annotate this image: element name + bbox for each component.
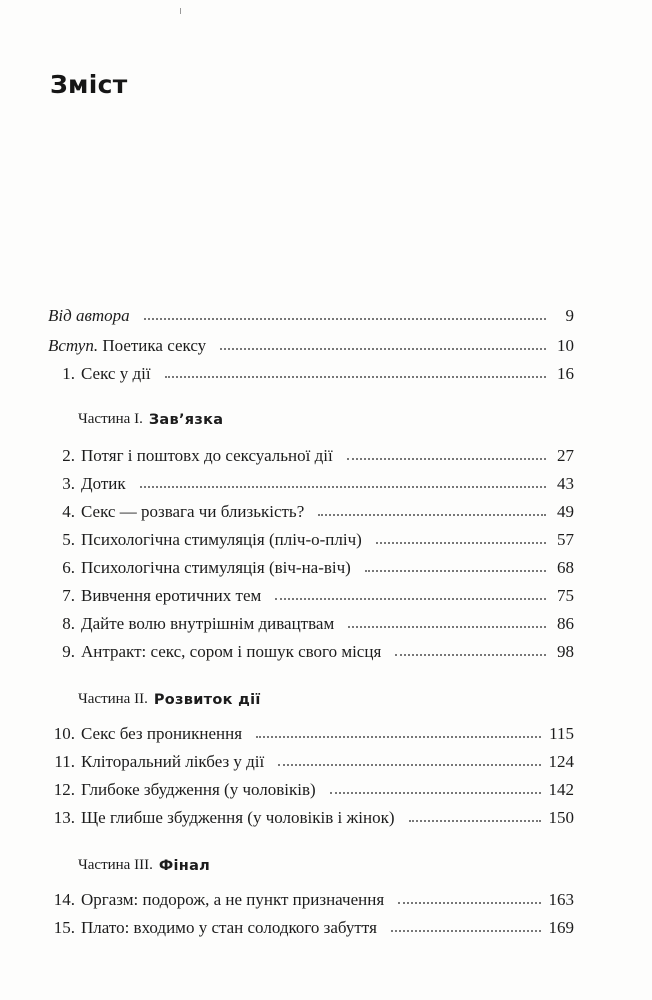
- part-heading-2: [78, 684, 261, 708]
- entry-page: 86: [557, 614, 574, 633]
- chapter-number: 9.: [62, 642, 75, 661]
- toc-entry-chapter-1[interactable]: [48, 358, 574, 384]
- leader-dots: [391, 930, 541, 932]
- toc-entry-chapter-12[interactable]: [48, 774, 574, 800]
- leader-dots: [144, 318, 546, 320]
- toc-entry-chapter-10[interactable]: [48, 718, 574, 744]
- crop-mark: [180, 8, 181, 14]
- entry-page: 150: [548, 808, 574, 827]
- entry-title: Психологічна стимуляція (пліч-о-пліч): [81, 530, 362, 549]
- chapter-number: 12.: [53, 780, 75, 799]
- part-name: Зав’язка: [148, 412, 224, 428]
- leader-dots: [398, 902, 540, 904]
- entry-title: Секс у дії: [81, 364, 151, 383]
- leader-dots: [348, 626, 546, 628]
- page-title: Зміст: [50, 70, 128, 99]
- chapter-number: 10.: [53, 724, 75, 743]
- entry-page: 115: [549, 724, 574, 743]
- toc-entry-chapter-8[interactable]: [48, 608, 574, 634]
- entry-page: 68: [557, 558, 574, 577]
- part-heading-3: [78, 850, 210, 874]
- entry-title: Кліторальний лікбез у дії: [81, 752, 265, 771]
- leader-dots: [165, 376, 546, 378]
- toc-entry-chapter-11[interactable]: [48, 746, 574, 772]
- entry-page: 16: [557, 364, 574, 383]
- toc-entry-chapter-14[interactable]: [48, 884, 574, 910]
- chapter-number: 15.: [53, 918, 75, 937]
- part-name: Фінал: [158, 858, 211, 874]
- entry-page: 57: [557, 530, 574, 549]
- leader-dots: [318, 514, 546, 516]
- leader-dots: [395, 654, 546, 656]
- entry-title: Вивчення еротичних тем: [81, 586, 262, 605]
- leader-dots: [365, 570, 546, 572]
- entry-title: Плато: входимо у стан солодкого забуття: [81, 918, 377, 937]
- entry-page: 163: [548, 890, 574, 909]
- toc-entry-chapter-6[interactable]: [48, 552, 574, 578]
- toc-entry-chapter-2[interactable]: [48, 440, 574, 466]
- leader-dots: [275, 598, 546, 600]
- entry-page: 10: [557, 336, 574, 355]
- entry-title: Від автора: [48, 306, 130, 325]
- part-label: Частина ІІІ.: [78, 857, 153, 873]
- entry-page: 98: [557, 642, 574, 661]
- part-heading-1: [78, 404, 223, 428]
- leader-dots: [278, 764, 540, 766]
- toc-entry-chapter-15[interactable]: [48, 912, 574, 938]
- leader-dots: [376, 542, 546, 544]
- chapter-number: 4.: [62, 502, 75, 521]
- chapter-number: 3.: [62, 474, 75, 493]
- entry-title: Дайте волю внутрішнім дивацтвам: [81, 614, 335, 633]
- chapter-number: 13.: [53, 808, 75, 827]
- toc-entry-chapter-3[interactable]: [48, 468, 574, 494]
- leader-dots: [409, 820, 541, 822]
- entry-page: 169: [548, 918, 574, 937]
- entry-title: Психологічна стимуляція (віч-на-віч): [81, 558, 351, 577]
- entry-title: Секс без проникнення: [81, 724, 243, 743]
- leader-dots: [256, 736, 541, 738]
- entry-page: 142: [548, 780, 574, 799]
- entry-page: 124: [548, 752, 574, 771]
- toc-entry-chapter-5[interactable]: [48, 524, 574, 550]
- entry-page: 49: [557, 502, 574, 521]
- leader-dots: [330, 792, 541, 794]
- entry-title: Глибоке збудження (у чоловіків): [81, 780, 316, 799]
- entry-page: 75: [557, 586, 574, 605]
- chapter-number: 1.: [62, 364, 75, 383]
- part-label: Частина ІІ.: [78, 691, 148, 707]
- chapter-number: 11.: [54, 752, 75, 771]
- entry-page: 27: [557, 446, 574, 465]
- entry-title: Потяг і поштовх до сексуальної дії: [81, 446, 333, 465]
- entry-title: Секс — розвага чи близькість?: [81, 502, 305, 521]
- chapter-number: 2.: [62, 446, 75, 465]
- entry-title: Оргазм: подорож, а не пункт призначення: [81, 890, 385, 909]
- entry-title: Вступ. Поетика сексу: [48, 336, 207, 355]
- chapter-number: 14.: [53, 890, 75, 909]
- leader-dots: [220, 348, 546, 350]
- chapter-number: 7.: [62, 586, 75, 605]
- entry-title: Ще глибше збудження (у чоловіків і жінок): [81, 808, 395, 827]
- toc-entry-chapter-7[interactable]: [48, 580, 574, 606]
- part-label: Частина І.: [78, 411, 143, 427]
- toc-entry-chapter-9[interactable]: [48, 636, 574, 662]
- toc-entry-from-author[interactable]: [48, 300, 574, 326]
- part-name: Розвиток дії: [153, 692, 261, 708]
- entry-title: Дотик: [81, 474, 126, 493]
- chapter-number: 6.: [62, 558, 75, 577]
- chapter-number: 5.: [62, 530, 75, 549]
- toc-entry-chapter-13[interactable]: [48, 802, 574, 828]
- leader-dots: [347, 458, 546, 460]
- entry-page: 9: [565, 306, 574, 325]
- entry-title: Антракт: секс, сором і пошук свого місця: [81, 642, 382, 661]
- toc-entry-intro[interactable]: [48, 330, 574, 356]
- toc-entry-chapter-4[interactable]: [48, 496, 574, 522]
- chapter-number: 8.: [62, 614, 75, 633]
- entry-page: 43: [557, 474, 574, 493]
- leader-dots: [140, 486, 546, 488]
